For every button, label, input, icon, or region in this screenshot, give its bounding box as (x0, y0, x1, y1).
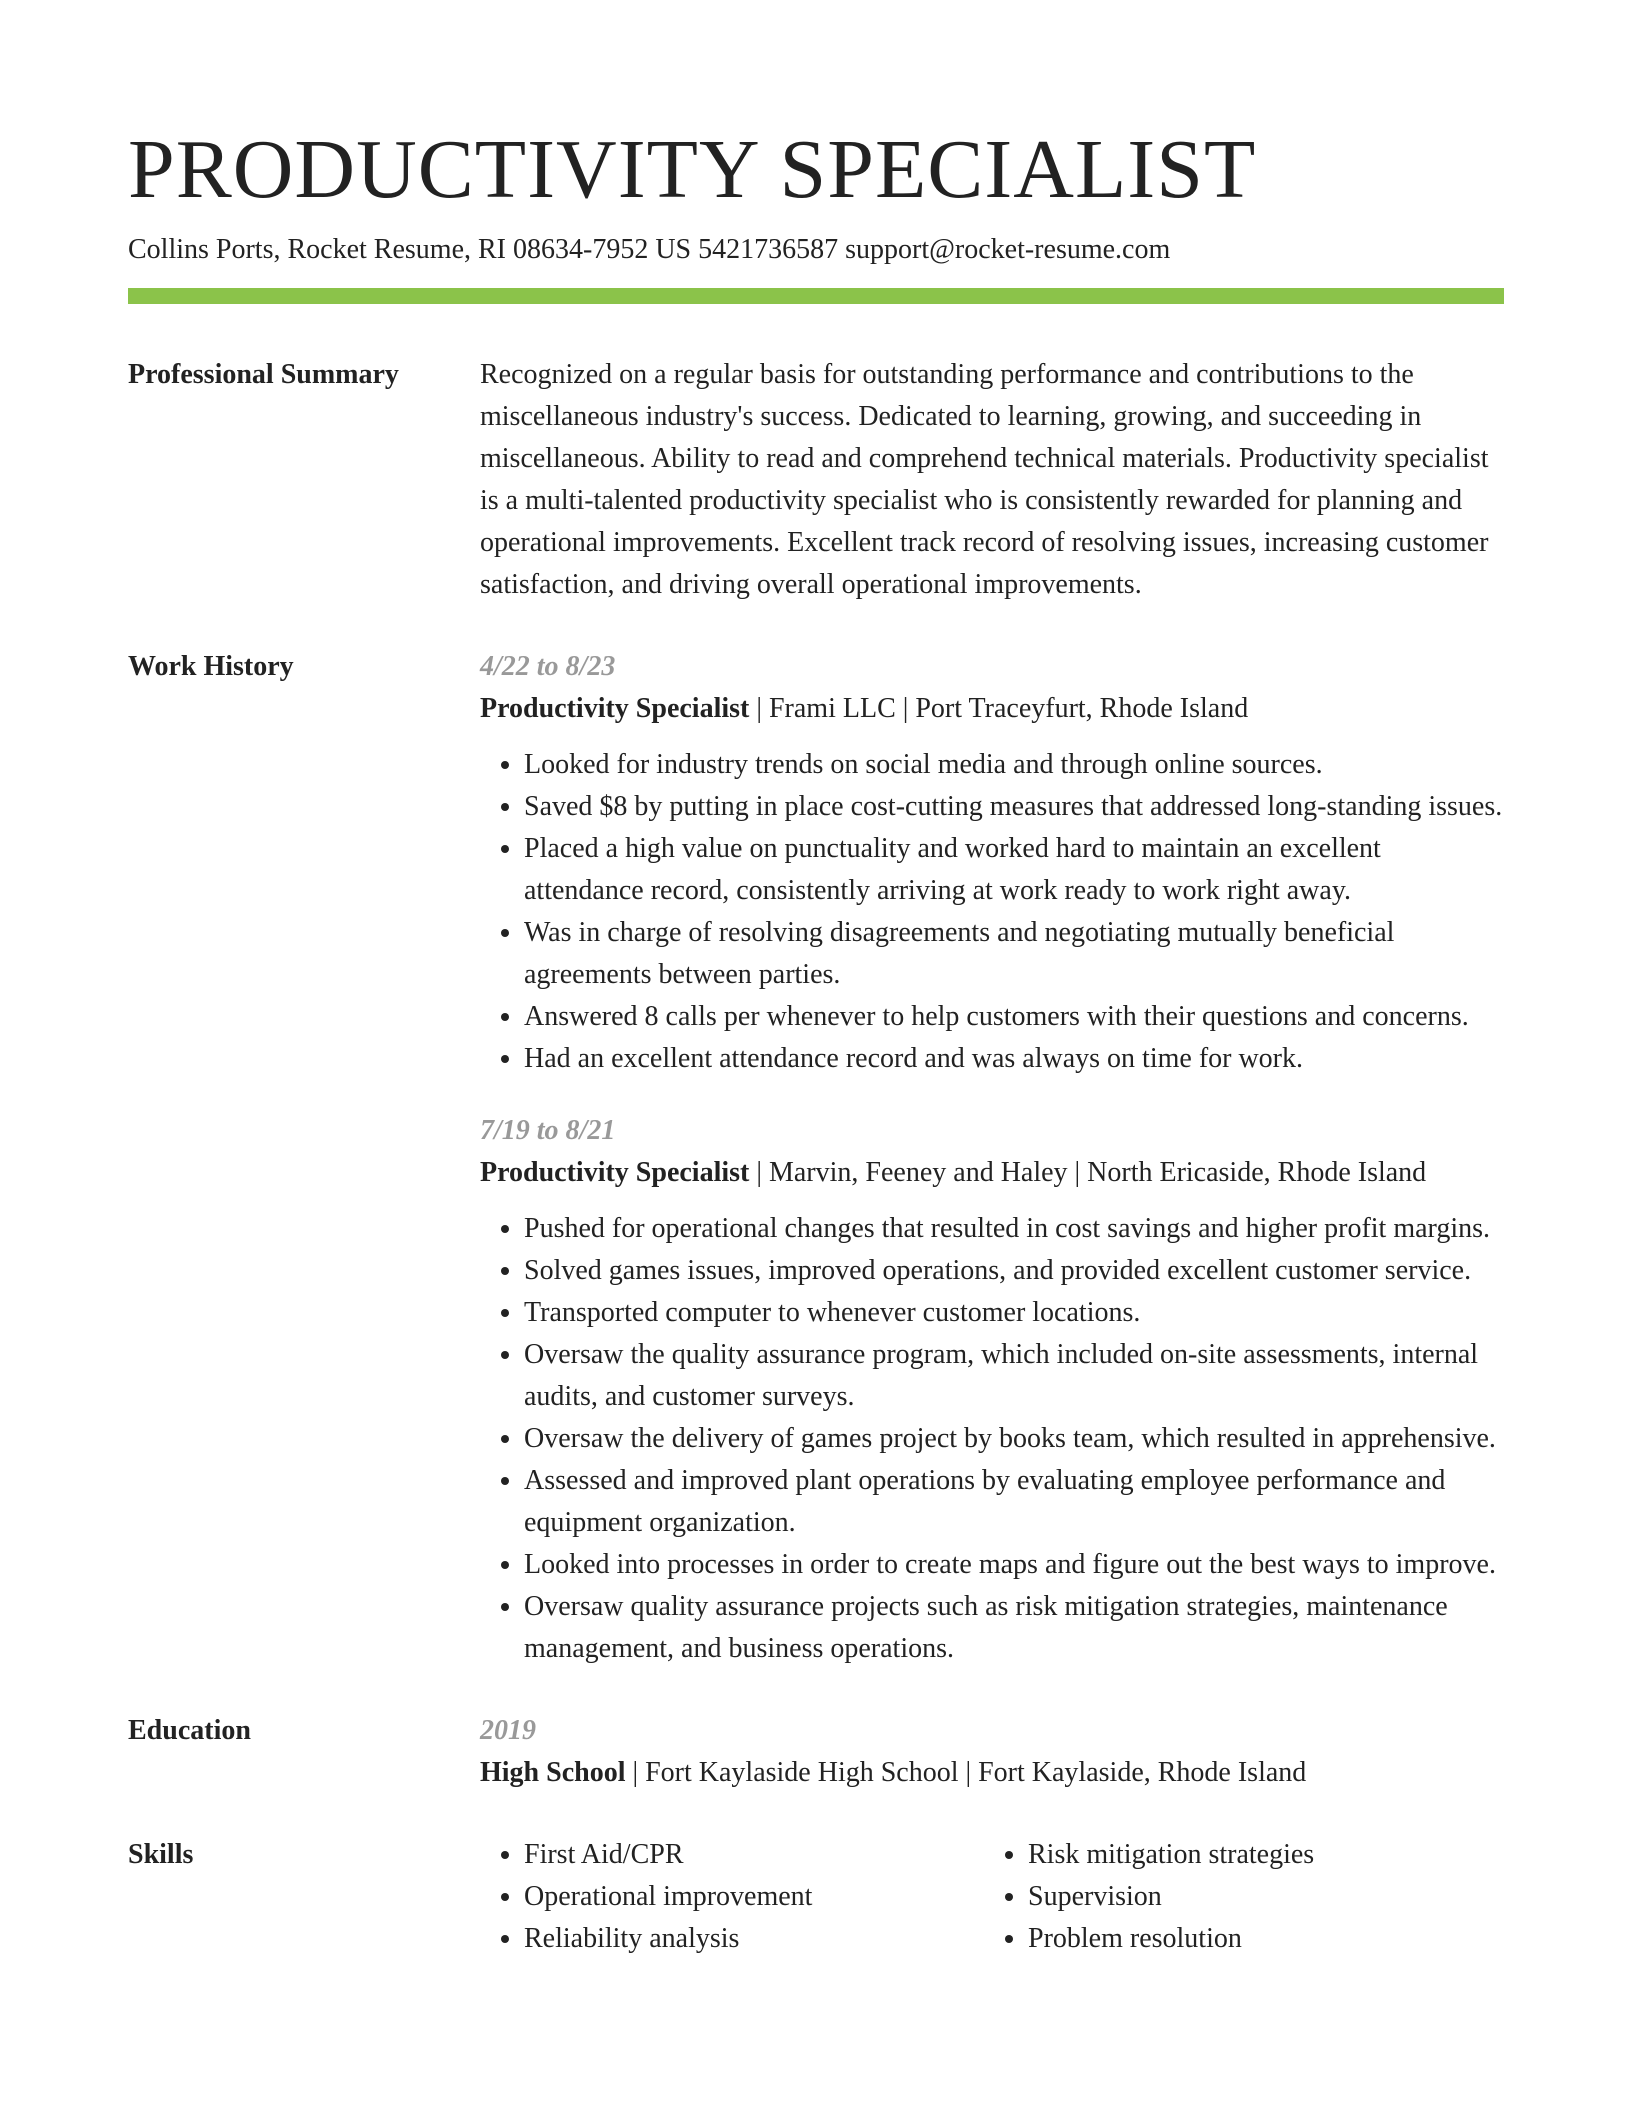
skills-list-left (480, 1834, 984, 1960)
job-dates: 7/19 to 8/21 (480, 1115, 616, 1146)
job-title: Productivity Specialist (480, 693, 750, 724)
job-heading (480, 688, 1504, 730)
summary-body (480, 354, 1504, 606)
skill-item: • Problem resolution (1028, 1918, 1488, 1960)
job-bullet: • Had an excellent attendance record and was always on time for work. (524, 1038, 1504, 1080)
accent-divider (128, 288, 1504, 304)
skills-list-right (984, 1834, 1488, 1960)
skills-body (480, 1834, 1504, 1960)
job-bullet: • Answered 8 calls per whenever to help customers with their questions and concerns. (524, 996, 1504, 1038)
skill-item: • Supervision (1028, 1876, 1488, 1918)
education-school-location: | Fort Kaylaside High School | Fort Kaylaside, Rhode Island (625, 1757, 1307, 1788)
education-heading: Education (128, 1715, 251, 1746)
job-bullet: • Assessed and improved plant operations by evaluating employee performance and equipment organization. (524, 1460, 1504, 1544)
job-bullet: • Placed a high value on punctuality and worked hard to maintain an excellent attendance record, consistently arriving at work ready to work right away. (524, 828, 1504, 912)
job-employer-location: | Frami LLC | Port Traceyfurt, Rhode Island (749, 693, 1249, 724)
job-bullet: • Looked for industry trends on social media and through online sources. (524, 744, 1504, 786)
job-entry (480, 646, 1504, 1080)
education-degree: High School (480, 1757, 626, 1788)
summary-section (128, 354, 1504, 606)
education-section (128, 1710, 1504, 1794)
resume-page (128, 0, 1504, 1960)
job-bullets (480, 744, 1504, 1080)
job-bullet: • Oversaw the quality assurance program, which included on-site assessments, internal audits, and customer surveys. (524, 1334, 1504, 1418)
job-entry (480, 1110, 1504, 1670)
resume-title: PRODUCTIVITY SPECIALIST (128, 123, 1257, 216)
job-bullet: • Solved games issues, improved operations, and provided excellent customer service. (524, 1250, 1504, 1292)
job-bullet: • Was in charge of resolving disagreements and negotiating mutually beneficial agreements between parties. (524, 912, 1504, 996)
skill-item: • Risk mitigation strategies (1028, 1834, 1488, 1876)
job-bullet: • Looked into processes in order to create maps and figure out the best ways to improve. (524, 1544, 1504, 1586)
work-history-heading: Work History (128, 651, 294, 682)
contact-info: Collins Ports, Rocket Resume, RI 08634-7952 US 5421736587 support@rocket-resume.com (128, 234, 1171, 265)
skill-item: • Reliability analysis (524, 1918, 984, 1960)
work-history-body (480, 646, 1504, 1670)
job-dates: 4/22 to 8/23 (480, 651, 616, 682)
job-bullet: • Saved $8 by putting in place cost-cutting measures that addressed long-standing issues. (524, 786, 1504, 828)
skills-heading: Skills (128, 1839, 194, 1870)
job-bullet: • Oversaw the delivery of games project by books team, which resulted in apprehensive. (524, 1418, 1504, 1460)
education-body (480, 1710, 1504, 1794)
work-history-section (128, 646, 1504, 1670)
job-employer-location: | Marvin, Feeney and Haley | North Ericaside, Rhode Island (749, 1157, 1427, 1188)
education-dates: 2019 (480, 1715, 536, 1746)
skills-section (128, 1834, 1504, 1960)
education-heading-line (480, 1752, 1504, 1794)
job-bullet: • Transported computer to whenever customer locations. (524, 1292, 1504, 1334)
summary-text: Recognized on a regular basis for outstanding performance and contributions to the miscellaneous industry's success. Dedicated to learning, growing, and succeeding in miscellaneous. Ability to read and comprehend technical materials. Productivity specialist is a multi-talented productivity specialist who is consistently rewarded for planning and operational improvements. Excellent track record of resolving issues, increasing customer satisfaction, and driving overall operational improvements. (480, 359, 1489, 600)
summary-heading: Professional Summary (128, 359, 399, 390)
skill-item: • First Aid/CPR (524, 1834, 984, 1876)
job-bullet: • Pushed for operational changes that resulted in cost savings and higher profit margins. (524, 1208, 1504, 1250)
job-title: Productivity Specialist (480, 1157, 750, 1188)
skill-item: • Operational improvement (524, 1876, 984, 1918)
job-bullets (480, 1208, 1504, 1670)
job-bullet: • Oversaw quality assurance projects such as risk mitigation strategies, maintenance management, and business operations. (524, 1586, 1504, 1670)
job-heading (480, 1152, 1504, 1194)
